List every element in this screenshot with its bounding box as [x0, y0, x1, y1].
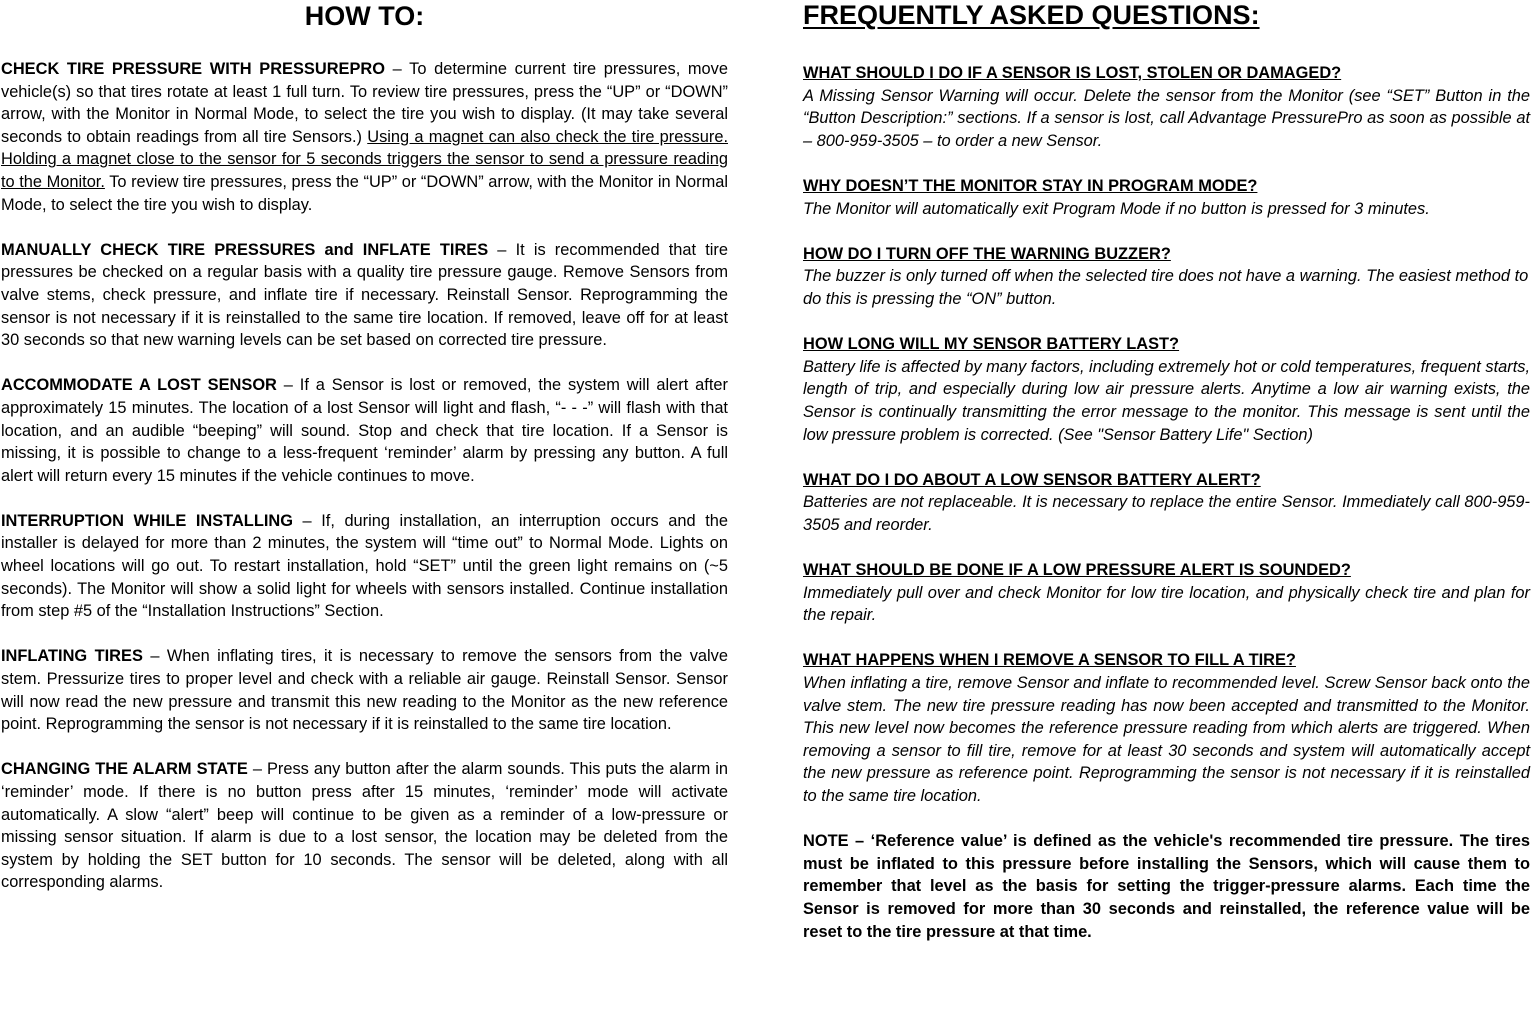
section-heading: MANUALLY CHECK TIRE PRESSURES and INFLATE TIRES	[1, 240, 489, 259]
faq-column	[803, 0, 1530, 943]
faq-item	[803, 243, 1530, 311]
faq-answer: Battery life is affected by many factors, including extremely hot or cold temperatures, frequent starts, length of trip, and especially during low air pressure alerts. Anytime a low air warning exists, the Sensor is continually transmitting the error message to the monitor. This message is sent until the low pressure problem is corrected. (See "Sensor Battery Life" Section)	[803, 357, 1530, 444]
section-inflating-tires	[1, 645, 728, 735]
section-lost-sensor	[1, 374, 728, 487]
faq-answer: The buzzer is only turned off when the selected tire does not have a warning. The easiest method to do this is pressing the “ON” button.	[803, 267, 1529, 308]
faq-question: WHAT SHOULD I DO IF A SENSOR IS LOST, STOLEN OR DAMAGED?	[803, 64, 1342, 82]
faq-question: WHAT SHOULD BE DONE IF A LOW PRESSURE ALERT IS SOUNDED?	[803, 561, 1351, 580]
faq-question: HOW LONG WILL MY SENSOR BATTERY LAST?	[803, 335, 1180, 354]
section-text: – When inflating tires, it is necessary to remove the sensors from the valve stem. Pressurize tires to proper level and check with a reliable air gauge. Reinstall Sensor. Sensor will now read the new pressure and transmit this new reading to the Monitor as the new reference point. Reprogramming the sensor is not necessary if it is reinstalled to the same tire location.	[1, 647, 728, 734]
section-text: – It is recommended that tire pressures be checked on a regular basis with a quality tire pressure gauge. Remove Sensors from valve stems, check pressure, and inflate tire if necessary. Reinstall Sensor. Reprogramming the sensor is not necessary if it is reinstalled to the same tire location. If removed, leave off for at least 30 seconds so that new warning levels can be set based on corrected tire pressure.	[1, 240, 728, 350]
faq-item	[803, 559, 1530, 627]
faq-item	[803, 469, 1530, 537]
section-heading: INFLATING TIRES	[1, 647, 143, 666]
section-heading: ACCOMMODATE A LOST SENSOR	[1, 376, 277, 395]
section-alarm-state	[1, 758, 728, 894]
section-heading: CHECK TIRE PRESSURE WITH PRESSUREPRO	[1, 60, 385, 78]
faq-item	[803, 175, 1530, 220]
faq-question: WHAT DO I DO ABOUT A LOW SENSOR BATTERY ALERT?	[803, 470, 1261, 489]
how-to-column	[1, 0, 728, 894]
section-heading: INTERRUPTION WHILE INSTALLING	[1, 511, 293, 530]
faq-answer: The Monitor will automatically exit Program Mode if no button is pressed for 3 minutes.	[803, 199, 1430, 218]
faq-question: WHAT HAPPENS WHEN I REMOVE A SENSOR TO FILL A TIRE?	[803, 651, 1296, 670]
faq-question: HOW DO I TURN OFF THE WARNING BUZZER?	[803, 244, 1171, 263]
faq-item	[803, 62, 1530, 152]
faq-question: WHY DOESN’T THE MONITOR STAY IN PROGRAM MODE?	[803, 176, 1258, 195]
section-text: – If, during installation, an interruption occurs and the installer is delayed for more than 2 minutes, the system will “time out” to Normal Mode. Lights on wheel locations will go out. To restart installation, hold “SET” until the green light remains on (~5 seconds). The Monitor will show a solid light for wheels with sensors installed. Continue installation from step #5 of the “Installation Instructions” Section.	[1, 511, 729, 621]
section-text: – To determine current tire pressures, move vehicle(s) so that tires rotate at least 1 full turn. To review tire pressures, press the “UP” or “DOWN” arrow, with the Monitor in Normal Mode, to select the tire you wish to display. (It may take several seconds to obtain readings from all tire Sensors.)	[1, 60, 728, 146]
section-text: – Press any button after the alarm sounds. This puts the alarm in ‘reminder’ mode. If there is no button press after 15 minutes, ‘reminder’ mode will activate automatically. A slow “alert” beep will continue to be given as a reminder of a low-pressure or missing sensor situation. If alarm is due to a lost sensor, the location may be deleted from the system by holding the SET button for 10 seconds. The sensor will be deleted, along with all corresponding alarms.	[1, 760, 728, 892]
section-interruption	[1, 510, 728, 623]
faq-answer: Immediately pull over and check Monitor for low tire location, and physically check tire and plan for the repair.	[803, 583, 1530, 625]
section-text: To review tire pressures, press the “UP” or “DOWN” arrow, with the Monitor in Normal Mode, to select the tire you wish to display.	[1, 172, 728, 214]
faq-item	[803, 649, 1530, 807]
section-heading: CHANGING THE ALARM STATE	[1, 760, 248, 779]
how-to-title: HOW TO:	[304, 1, 425, 31]
reference-value-note: NOTE – ‘Reference value’ is defined as the vehicle's recommended tire pressure. The tires must be inflated to this pressure before installing the Sensors, which will cause them to remember that level as the basis for setting the trigger-pressure alarms. Each time the Sensor is removed for more than 30 seconds and reinstalled, the reference value will be reset to the tire pressure at that time.	[803, 832, 1530, 941]
faq-answer: When inflating a tire, remove Sensor and inflate to recommended level. Screw Sensor back onto the valve stem. The new tire pressure reading has now been accepted and transmitted to the Monitor. This new level now becomes the reference pressure reading from which alerts are triggered. When removing a sensor to fill tire, remove for at least 30 seconds and system will automatically accept the new pressure as reference point. Reprogramming the sensor is not necessary if it is reinstalled to the same tire location.	[803, 674, 1530, 805]
faq-answer: A Missing Sensor Warning will occur. Delete the sensor from the Monitor (see “SET” Button in the “Button Description:” sections. If a sensor is lost, call Advantage PressurePro as soon as possible at – 800-959-3505 – to order a new Sensor.	[803, 86, 1530, 150]
faq-title: FREQUENTLY ASKED QUESTIONS:	[803, 0, 1260, 30]
section-check-tire-pressure	[1, 58, 728, 216]
section-underlined-text: Using a magnet can also check the tire pressure. Holding a magnet close to the sensor for 5 seconds triggers the sensor to send a pressure reading to the Monitor.	[1, 127, 728, 191]
section-text: – If a Sensor is lost or removed, the system will alert after approximately 15 minutes. The location of a lost Sensor will light and flash, “- - -” will flash with that location, and an audible “beeping” will sound. Stop and check that tire location. If a Sensor is missing, it is possible to change to a less-frequent ‘reminder’ alarm by pressing any button. A full alert will return every 15 minutes if the vehicle continues to move.	[1, 376, 728, 485]
faq-item	[803, 333, 1530, 446]
faq-answer: Batteries are not replaceable. It is necessary to replace the entire Sensor. Immediately call 800-959-3505 and reorder.	[803, 493, 1530, 534]
section-manually-check	[1, 239, 728, 352]
